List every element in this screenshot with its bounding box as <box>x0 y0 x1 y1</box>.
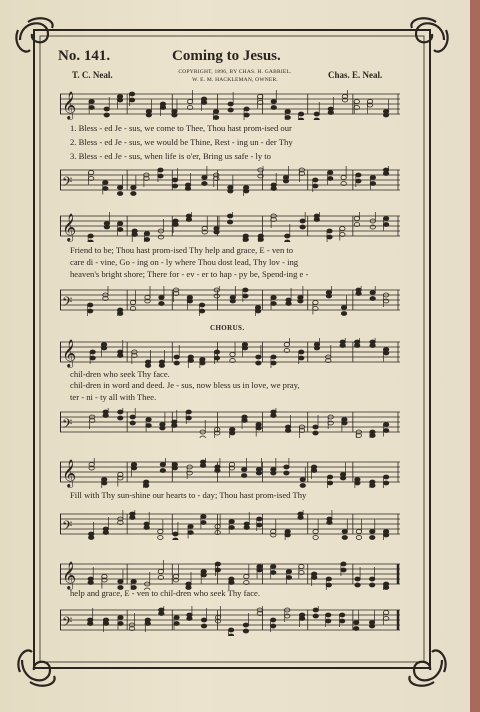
bass-staff <box>60 510 400 540</box>
treble-clef-icon: 𝄞 <box>62 459 77 487</box>
copyright-line-1: COPYRIGHT, 1896, BY CHAS. H. GABRIEL. <box>178 69 292 75</box>
author-credit: T. C. Neal. <box>72 70 113 80</box>
chorus-label: CHORUS. <box>210 324 245 332</box>
copyright-line-2: W. E. M. HACKLEMAN, OWNER. <box>192 77 278 83</box>
lyric-line: help and grace, E - ven to chil-dren who seek Thy face. <box>70 588 261 598</box>
bass-staff <box>60 408 400 438</box>
lyric-line: heaven's bright shore; There for - ev - er to hap - py be, Spend-ing e - <box>70 269 309 279</box>
corner-ornament-bottom-left <box>18 650 54 685</box>
lyric-line: Fill with Thy sun-shine our hearts to - day; Thou hast prom-ised Thy <box>70 490 307 500</box>
lyric-line: care di - vine, Go - ing on - ly where Thou dost lead, Thy lov - ing <box>70 257 299 267</box>
lyric-line: 2. Bless - ed Je - sus, we would be Thine, Rest - ing un - der Thy <box>70 137 293 147</box>
corner-ornament-top-right <box>411 18 447 51</box>
treble-staff <box>60 212 400 242</box>
hymn-number: No. 141. <box>58 48 111 64</box>
treble-staff <box>60 458 400 488</box>
bass-staff <box>60 286 400 316</box>
page-edge <box>470 0 480 712</box>
lyric-line: Friend to be; Thou hast prom-ised Thy help and grace, E - ven to <box>70 245 294 255</box>
bass-staff <box>60 606 400 636</box>
treble-clef-icon: 𝄞 <box>62 561 77 589</box>
bass-clef-icon: 𝄢 <box>62 294 73 313</box>
treble-staff <box>60 560 400 590</box>
lyric-line: chil-dren who seek Thy face. <box>70 369 170 379</box>
lyric-line: ter - ni - ty all with Thee. <box>70 392 157 402</box>
corner-ornament-top-left <box>16 18 52 51</box>
lyric-line: 1. Bless - ed Je - sus, we come to Thee, Thou hast prom-ised our <box>70 123 292 133</box>
composer-credit: Chas. E. Neal. <box>328 70 383 80</box>
bass-clef-icon: 𝄢 <box>62 518 73 537</box>
treble-clef-icon: 𝄞 <box>62 213 77 241</box>
corner-ornament-bottom-right <box>409 650 445 685</box>
bass-staff <box>60 166 400 196</box>
bass-clef-icon: 𝄢 <box>62 174 73 193</box>
bass-clef-icon: 𝄢 <box>62 614 73 633</box>
bass-clef-icon: 𝄢 <box>62 416 73 435</box>
treble-clef-icon: 𝄞 <box>62 91 77 119</box>
treble-staff <box>60 338 400 368</box>
treble-clef-icon: 𝄞 <box>62 339 77 367</box>
treble-staff <box>60 90 400 120</box>
lyric-line: chil-dren in word and deed. Je - sus, now bless us in love, we pray, <box>70 380 300 390</box>
lyric-line: 3. Bless - ed Je - sus, when life is o'er, Bring us safe - ly to <box>70 151 271 161</box>
hymn-title: Coming to Jesus. <box>172 48 281 64</box>
